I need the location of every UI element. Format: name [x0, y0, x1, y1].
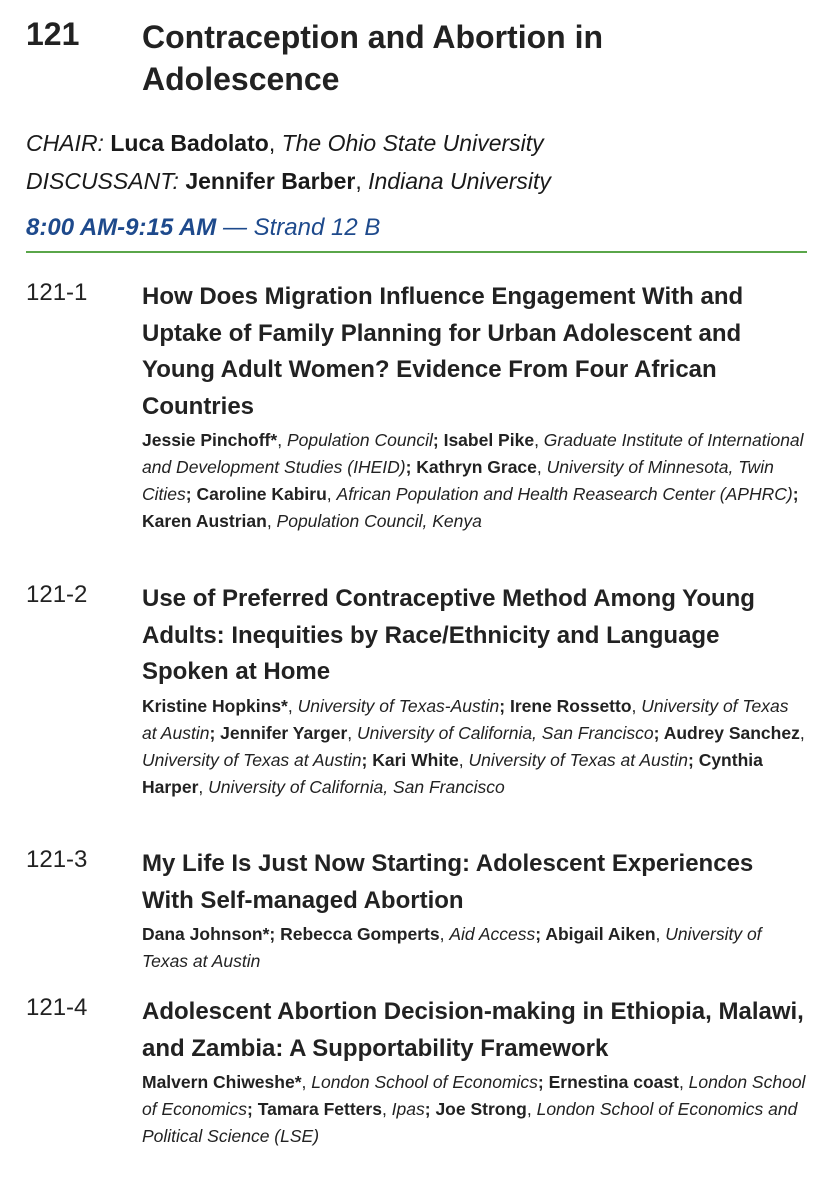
paper-authors: Dana Johnson*; Rebecca Gomperts, Aid Access; Abigail Aiken, University of Texas at Austin [142, 924, 762, 971]
author-name: Dana Johnson* [142, 924, 270, 944]
author-affiliation: University of Texas at Austin [142, 695, 789, 743]
session-room: Strand 12 B [253, 214, 381, 241]
author-name: Cynthia Harper [142, 749, 763, 797]
paper-id: 121-1 [26, 279, 88, 306]
session-time-room [26, 214, 380, 242]
author-name: Abigail Aiken [545, 924, 656, 944]
author-name: Irene Rossetto [509, 695, 632, 716]
author-affiliation: University of California, San Francisco [357, 722, 654, 743]
discussant-name: Jennifer Barber [185, 168, 356, 194]
paper-title: How Does Migration Influence Engagement With and Uptake of Family Planning for Urban Adolescent and Young Adult Women? Evidence From Four African Countries [142, 283, 744, 420]
author-name: Ernestina coast [548, 1072, 679, 1092]
author-name: Isabel Pike [443, 430, 535, 450]
author-name: Tamara Fetters [257, 1099, 382, 1119]
author-affiliation: University of Texas-Austin [297, 695, 500, 716]
author-affiliation: London School of Economics [311, 1072, 538, 1092]
author-affiliation: University of California, San Francisco [208, 776, 505, 797]
time-room-separator: — [222, 214, 247, 241]
author-name: Jessie Pinchoff* [142, 430, 278, 450]
paper-title: My Life Is Just Now Starting: Adolescent Experiences With Self-managed Abortion [142, 850, 754, 914]
paper-id: 121-2 [26, 581, 88, 608]
author-affiliation: Ipas [391, 1099, 425, 1119]
paper-id: 121-3 [26, 846, 88, 873]
session-time: 8:00 AM-9:15 AM [26, 214, 217, 241]
author-name: Rebecca Gomperts [280, 924, 440, 944]
author-name: Malvern Chiweshe* [142, 1072, 302, 1092]
paper-authors: Jessie Pinchoff*, Population Council; Isabel Pike, Graduate Institute of International and Development Studies (IHEID); Kathryn Grace, University of Minnesota, Twin Cities; Caroline Kabiru, African Population and Health Reasearch Center (APHRC); Karen Austrian, Population Council, Kenya [142, 430, 804, 531]
author-affiliation: University of Texas at Austin [142, 749, 362, 770]
author-affiliation: University of Texas at Austin [142, 924, 762, 971]
author-name: Jennifer Yarger [220, 722, 348, 743]
session-roles [26, 124, 551, 200]
chair-label: CHAIR: [26, 130, 104, 156]
section-divider [26, 251, 807, 253]
author-affiliation: London School of Economics and Political Science (LSE) [142, 1099, 798, 1146]
author-affiliation: University of Texas at Austin [468, 749, 688, 770]
session-title: Contraception and Abortion in Adolescence [142, 19, 603, 97]
author-affiliation: Population Council [286, 430, 433, 450]
author-affiliation: Aid Access [449, 924, 536, 944]
chair-name: Luca Badolato [110, 130, 269, 156]
author-name: Karen Austrian [142, 511, 267, 531]
author-affiliation: London School of Economics [142, 1072, 806, 1119]
author-name: Audrey Sanchez [663, 722, 800, 743]
discussant-label: DISCUSSANT: [26, 168, 179, 194]
author-name: Caroline Kabiru [196, 484, 327, 504]
paper-authors: Malvern Chiweshe*, London School of Economics; Ernestina coast, London School of Economics; Tamara Fetters, Ipas; Joe Strong, London School of Economics and Political Science (LSE) [142, 1072, 806, 1146]
chair-line: CHAIR: Luca Badolato, The Ohio State University [26, 130, 544, 156]
paper-authors: Kristine Hopkins*, University of Texas-Austin; Irene Rossetto, University of Texas at Austin; Jennifer Yarger, University of California, San Francisco; Audrey Sanchez, University of Texas at Austin; Kari White, University of Texas at Austin; Cynthia Harper, University of California, San Francisco [142, 695, 805, 797]
author-name: Kathryn Grace [416, 457, 537, 477]
author-name: Kristine Hopkins* [142, 695, 288, 716]
author-name: Kari White [372, 749, 459, 770]
discussant-affiliation: Indiana University [368, 168, 551, 194]
discussant-line: DISCUSSANT: Jennifer Barber, Indiana University [26, 168, 551, 194]
author-affiliation: African Population and Health Reasearch Center (APHRC) [336, 484, 793, 504]
paper-title: Use of Preferred Contraceptive Method Among Young Adults: Inequities by Race/Ethnicity and Language Spoken at Home [142, 585, 755, 685]
paper-title: Adolescent Abortion Decision-making in Ethiopia, Malawi, and Zambia: A Supportability Framework [142, 998, 804, 1062]
author-affiliation: University of Minnesota, Twin Cities [142, 457, 774, 504]
author-name: Joe Strong [435, 1099, 527, 1119]
chair-affiliation: The Ohio State University [281, 130, 544, 156]
author-affiliation: Population Council, Kenya [276, 511, 482, 531]
paper-id: 121-4 [26, 994, 88, 1021]
session-number: 121 [26, 16, 80, 52]
author-affiliation: Graduate Institute of International and Development Studies (IHEID) [142, 430, 804, 477]
